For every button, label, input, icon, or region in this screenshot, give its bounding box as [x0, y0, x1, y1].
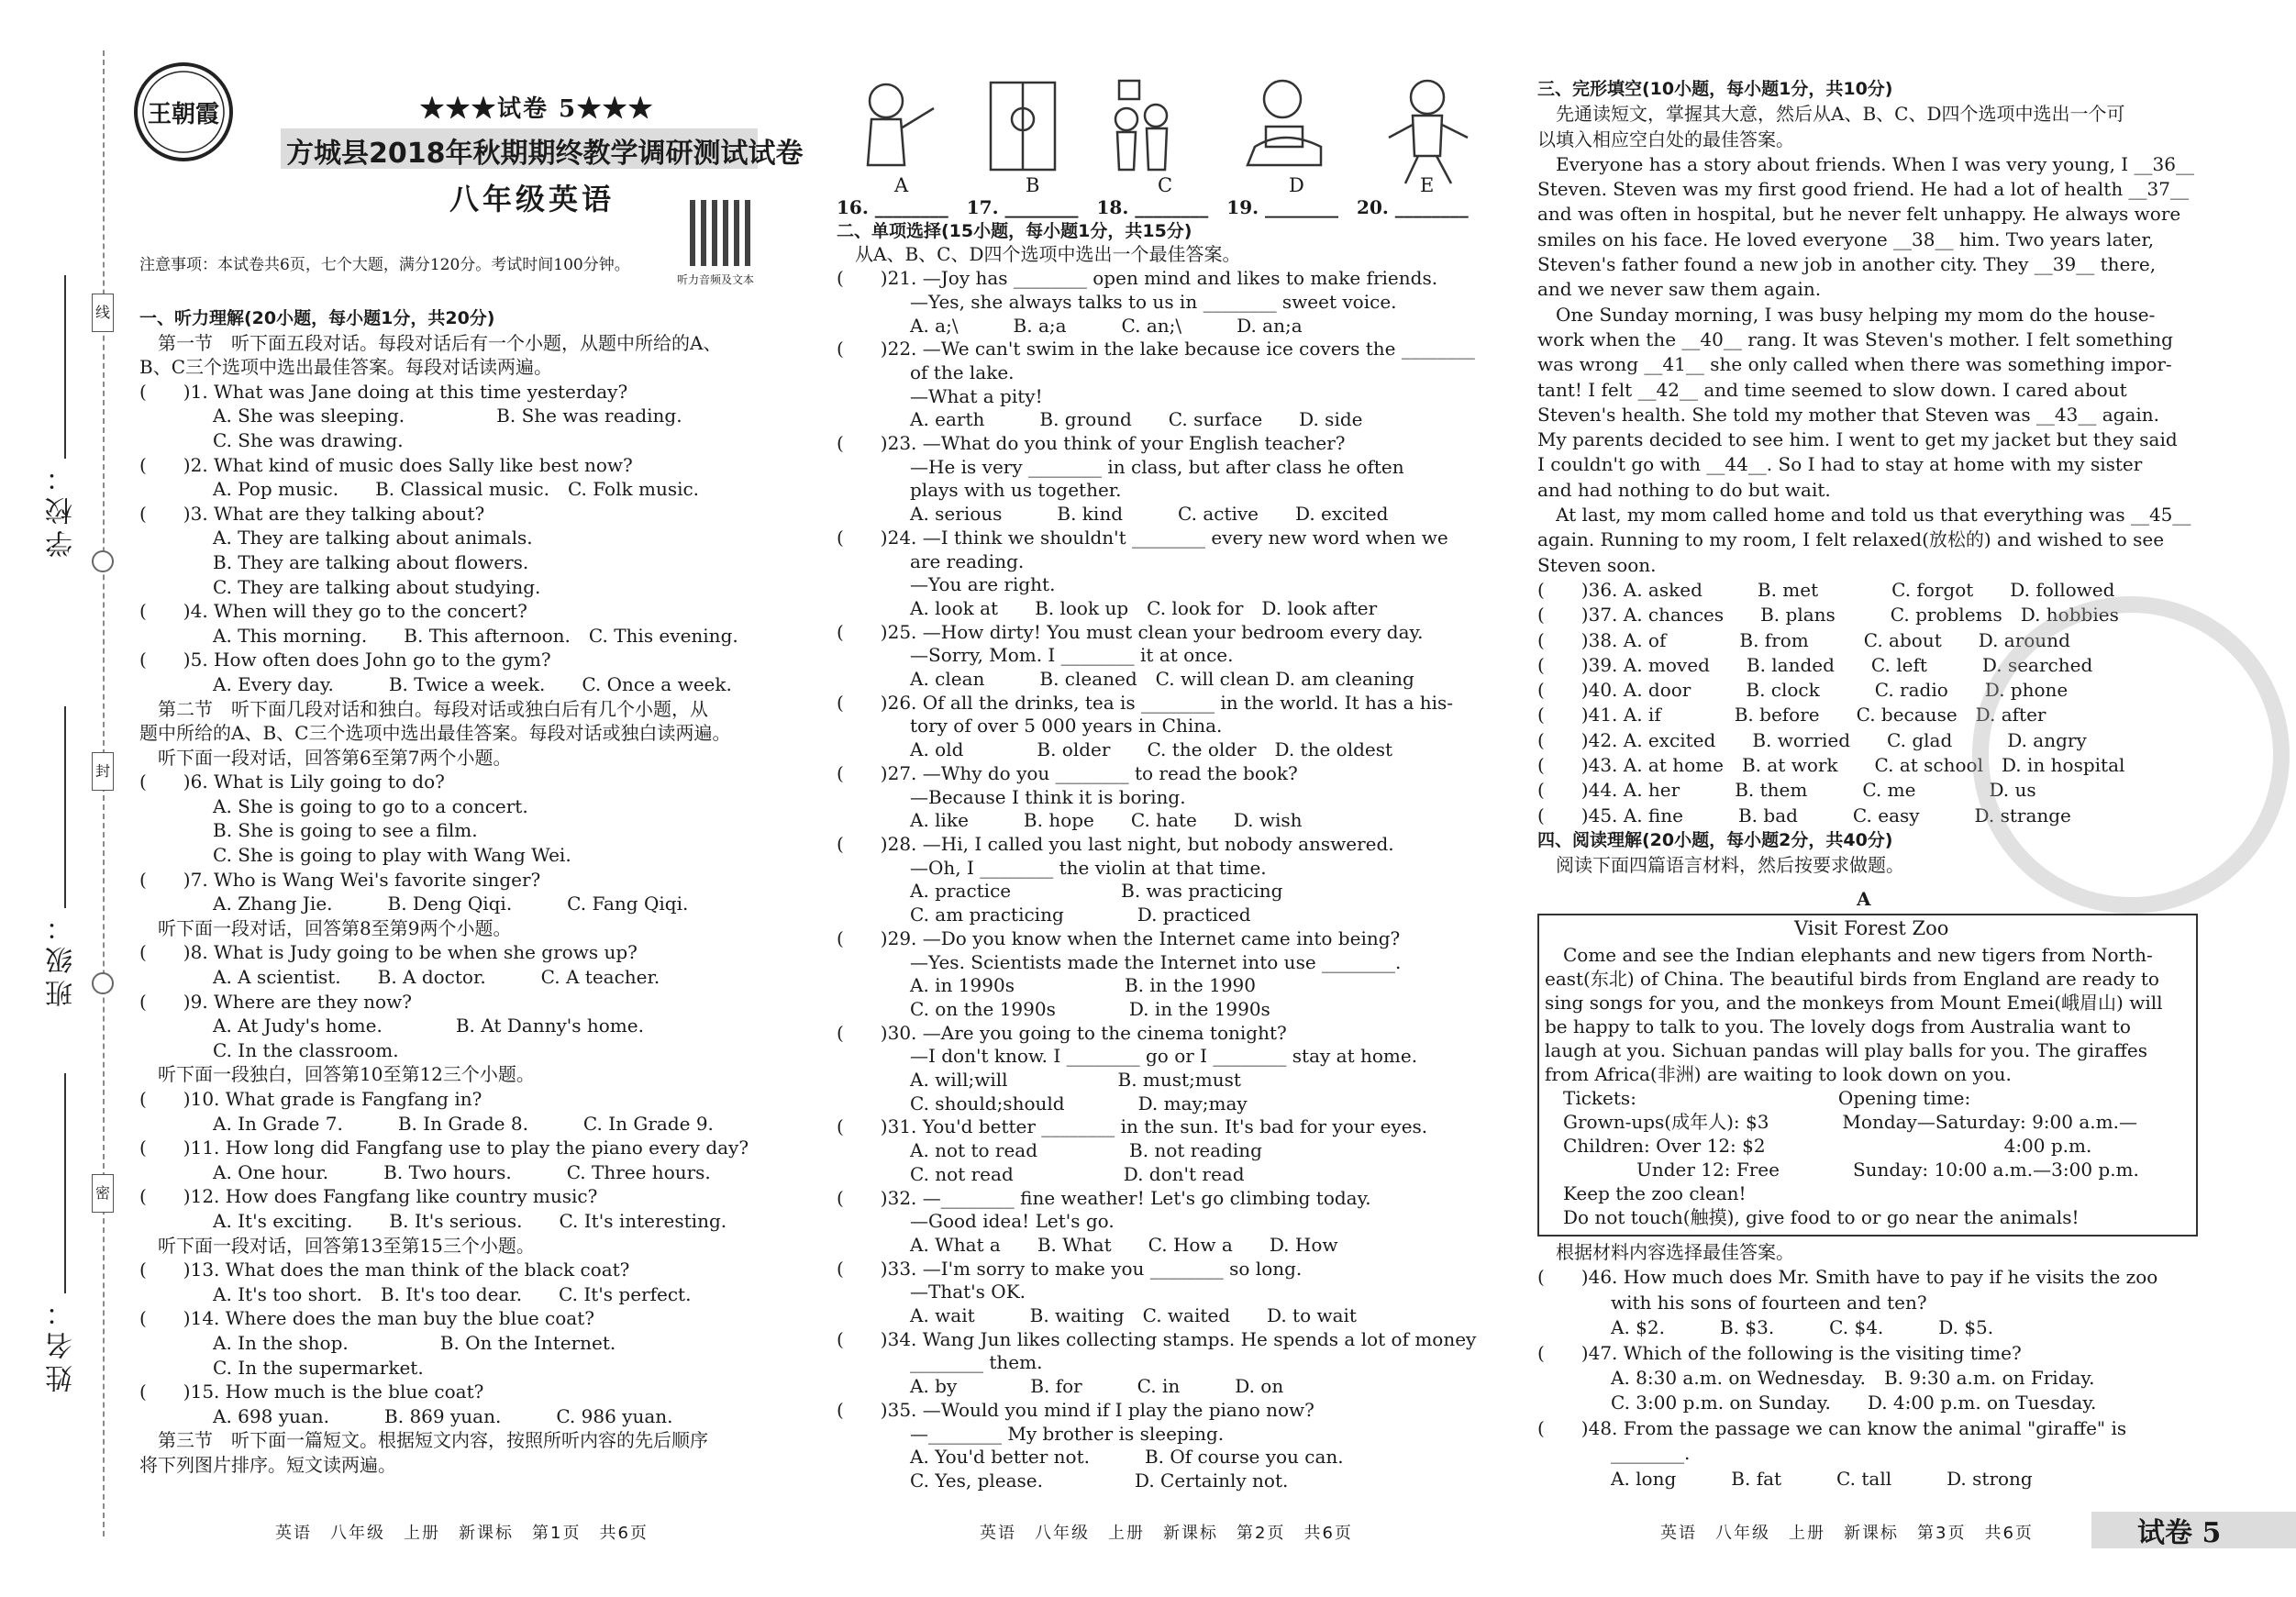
text-line: Tickets: Opening time:	[1545, 1087, 1971, 1109]
text-line: Come and see the Indian elephants and new tigers from North-	[1545, 944, 2153, 966]
column-2	[837, 196, 1497, 1493]
text-line: 第一节 听下面五段对话。每段对话后有一个小题，从题中所给的A、	[139, 331, 722, 354]
text-line[interactable]: ( )30. —Are you going to the cinema tonight?	[837, 1021, 1287, 1044]
seal-mark: 封	[92, 752, 114, 791]
section-heading: 四、阅读理解(20小题，每小题2分，共40分)	[1537, 829, 1893, 850]
text-line: A. Every day. B. Twice a week. C. Once a week.	[139, 672, 732, 695]
passage-a-body	[1545, 943, 2187, 1229]
text-line: and we never saw them again.	[1537, 278, 1822, 301]
text-line[interactable]: ( )35. —Would you mind if I play the piano now?	[837, 1398, 1314, 1421]
text-line[interactable]: ( )23. —What do you think of your English teacher?	[837, 432, 1346, 455]
text-line: —Good idea! Let's go.	[837, 1210, 1115, 1233]
text-line[interactable]: ( )21. —Joy has ________ open mind and likes to make friends.	[837, 267, 1438, 290]
text-line[interactable]: ( )25. —How dirty! You must clean your bedroom every day.	[837, 620, 1424, 643]
text-line[interactable]: ( )46. How much does Mr. Smith have to pay if he visits the zoo	[1537, 1266, 2158, 1289]
cut-line	[103, 50, 105, 1536]
text-line: A. They are talking about animals.	[139, 527, 533, 549]
text-line[interactable]: ( )2. What kind of music does Sally like best now?	[139, 453, 633, 476]
text-line: A. practice B. was practicing	[837, 880, 1283, 903]
text-line: A. One hour. B. Two hours. C. Three hours.	[139, 1160, 711, 1183]
text-line: Steven soon.	[1537, 553, 1657, 576]
text-line[interactable]: ( )36. A. asked B. met C. forgot D. followed	[1537, 578, 2115, 601]
text-line[interactable]: ( )32. —________ fine weather! Let's go climbing today.	[837, 1186, 1371, 1209]
page-footer: 英语 八年级 上册 新课标 第1页 共6页	[275, 1524, 649, 1543]
notice: 注意事项：本试卷共6页，七个大题，满分120分。考试时间100分钟。	[139, 256, 630, 274]
text-line: —Yes, she always talks to us in ________ sweet voice.	[837, 290, 1397, 313]
picture-label: B	[1026, 174, 1040, 196]
text-line: B、C三个选项中选出最佳答案。每段对话读两遍。	[139, 356, 552, 379]
text-line: 16. ________ 17. ________ 18. ________ 19. ________ 20. ________	[837, 196, 1469, 218]
text-line[interactable]: ( )39. A. moved B. landed C. left D. searched	[1537, 653, 2093, 676]
picture-label: D	[1289, 174, 1304, 196]
text-line[interactable]: ( )9. Where are they now?	[139, 990, 412, 1013]
text-line: again. Running to my room, I felt relaxed(放松的) and wished to see	[1537, 528, 2165, 551]
text-line: and was often in hospital, but he never felt unhappy. He always wore	[1537, 203, 2181, 226]
qr-code[interactable]	[690, 200, 756, 266]
school-label: 学校：	[46, 459, 78, 558]
text-line: C. They are talking about studying.	[139, 575, 541, 598]
text-line[interactable]: ( )44. A. her B. them C. me D. us	[1537, 779, 2036, 802]
text-line: A. a;\ B. a;a C. an;\ D. an;a	[837, 314, 1303, 337]
text-line[interactable]: ( )10. What grade is Fangfang in?	[139, 1088, 482, 1110]
text-line: A. It's exciting. B. It's serious. C. It's interesting.	[139, 1209, 727, 1232]
text-line[interactable]: ( )6. What is Lily going to do?	[139, 771, 445, 793]
picture-label: A	[894, 174, 909, 196]
text-line: C. 3:00 p.m. on Sunday. D. 4:00 p.m. on Tuesday.	[1537, 1392, 2097, 1414]
text-line: sing songs for you, and the monkeys from Mount Emei(峨眉山) will	[1545, 992, 2163, 1014]
text-line[interactable]: ( )33. —I'm sorry to make you ________ so long.	[837, 1257, 1303, 1280]
text-line: tory of over 5 000 years in China.	[837, 715, 1223, 738]
text-line: be happy to talk to you. The lovely dogs from Australia want to	[1545, 1015, 2131, 1037]
text-line: —What a pity!	[837, 384, 1043, 407]
text-line: C. on the 1990s D. in the 1990s	[837, 997, 1270, 1020]
page-footer: 英语 八年级 上册 新课标 第3页 共6页	[1660, 1524, 2034, 1543]
text-line[interactable]: ( )34. Wang Jun likes collecting stamps. He spends a lot of money	[837, 1327, 1477, 1350]
text-line: work when the __40__ rang. It was Steven's mother. I felt something	[1537, 327, 2173, 350]
section-heading: 二、单项选择(15小题，每小题1分，共15分)	[837, 220, 1192, 241]
text-line: 听下面一段独白，回答第10至第12三个小题。	[139, 1063, 535, 1086]
text-line: C. Yes, please. D. Certainly not.	[837, 1469, 1289, 1492]
text-line[interactable]: ( )26. Of all the drinks, tea is ________ in the world. It has a his-	[837, 691, 1454, 714]
corner-tag: 试卷 5	[2137, 1517, 2222, 1549]
text-line: —Yes. Scientists made the Internet into use ________.	[837, 950, 1402, 973]
text-line: A. 698 yuan. B. 869 yuan. C. 986 yuan.	[139, 1404, 673, 1427]
text-line: A. In the shop. B. On the Internet.	[139, 1331, 616, 1354]
text-line[interactable]: ( )14. Where does the man buy the blue coat?	[139, 1307, 594, 1330]
text-line: A. 8:30 a.m. on Wednesday. B. 9:30 a.m. on Friday.	[1537, 1367, 2095, 1390]
text-line[interactable]: ( )3. What are they talking about?	[139, 502, 485, 525]
text-line: was wrong __41__ she only called when there was something impor-	[1537, 353, 2172, 376]
text-line: —Because I think it is boring.	[837, 785, 1186, 808]
text-line: 第三节 听下面一篇短文。根据短文内容，按照所听内容的先后顺序	[139, 1429, 708, 1452]
text-line: 先通读短文，掌握其大意，然后从A、B、C、D四个选项中选出一个可	[1537, 103, 2125, 126]
picture-illustrations	[844, 73, 1504, 197]
text-line: 题中所给的A、B、C三个选项中选出最佳答案。每段对话或独白读两遍。	[139, 722, 731, 745]
text-line: My parents decided to see him. I went to get my jacket but they said	[1537, 428, 2178, 451]
text-line: —________ My brother is sleeping.	[837, 1422, 1225, 1445]
picture-row	[844, 73, 1504, 197]
seal-mark: 密	[92, 1174, 114, 1213]
text-line: A. in 1990s B. in the 1990	[837, 974, 1257, 997]
text-line: east(东北) of China. The beautiful birds from England are ready to	[1545, 968, 2159, 990]
text-line[interactable]: ( )42. A. excited B. worried C. glad D. angry	[1537, 728, 2087, 751]
text-line[interactable]: ( )12. How does Fangfang like country music?	[139, 1185, 598, 1208]
seal-mark: 线	[92, 294, 114, 332]
binding-hole	[92, 972, 114, 994]
text-line: 从A、B、C、D四个选项中选出一个最佳答案。	[837, 243, 1241, 266]
text-line[interactable]: ( )47. Which of the following is the visiting time?	[1537, 1341, 2022, 1364]
text-line: A. look at B. look up C. look for D. look after	[837, 596, 1378, 619]
passage-a-label: A	[1857, 888, 1871, 910]
passage-a-title: Visit Forest Zoo	[1794, 917, 1949, 939]
text-line: A. not to read B. not reading	[837, 1139, 1262, 1162]
text-line: —He is very ________ in class, but after class he often	[837, 455, 1404, 478]
text-line: At last, my mom called home and told us that everything was __45__	[1537, 504, 2191, 527]
column-3-bottom	[1537, 1240, 2198, 1492]
text-line[interactable]: ( )1. What was Jane doing at this time yesterday?	[139, 380, 628, 403]
text-line: C. In the supermarket.	[139, 1356, 424, 1379]
text-line: C. am practicing D. practiced	[837, 904, 1251, 926]
text-line: Do not touch(触摸), give food to or go near the animals!	[1545, 1206, 2080, 1228]
text-line: C. should;should D. may;may	[837, 1092, 1248, 1115]
text-line: are reading.	[837, 549, 1025, 572]
text-line: A. She is going to go to a concert.	[139, 794, 528, 817]
text-line: C. She was drawing.	[139, 428, 404, 451]
picture-label: E	[1420, 174, 1435, 196]
text-line: Steven's father found a new job in another city. They __39__ there,	[1537, 253, 2157, 276]
text-line: A. $2. B. $3. C. $4. D. $5.	[1537, 1316, 1994, 1339]
text-line[interactable]: ( )8. What is Judy going to be when she grows up?	[139, 941, 638, 964]
text-line: A. wait B. waiting C. waited D. to wait	[837, 1304, 1357, 1327]
text-line: and had nothing to do but wait.	[1537, 478, 1831, 501]
text-line[interactable]: ( )11. How long did Fangfang use to play the piano every day?	[139, 1137, 749, 1159]
text-line: A. by B. for C. in D. on	[837, 1375, 1284, 1398]
school-field-line[interactable]	[64, 275, 66, 459]
text-line: A. like B. hope C. hate D. wish	[837, 809, 1303, 832]
exam-title: 方城县2018年秋期期终教学调研测试试卷	[286, 138, 804, 170]
text-line: A. This morning. B. This afternoon. C. This evening.	[139, 624, 738, 647]
text-line: 听下面一段对话，回答第13至第15三个小题。	[139, 1234, 535, 1257]
text-line: A. It's too short. B. It's too dear. C. It's perfect.	[139, 1282, 692, 1305]
text-line: Steven's health. She told my mother that Steven was __43__ again.	[1537, 403, 2160, 426]
text-line: A. At Judy's home. B. At Danny's home.	[139, 1015, 644, 1037]
name-field-line[interactable]	[64, 1073, 66, 1293]
text-line: C. not read D. don't read	[837, 1162, 1245, 1185]
name-label: 姓名：	[46, 1293, 78, 1392]
column-1	[139, 306, 800, 1478]
logo-text: 王朝霞	[147, 101, 219, 128]
text-line[interactable]: ( )48. From the passage we can know the animal "giraffe" is	[1537, 1416, 2127, 1439]
logo	[128, 57, 238, 167]
text-line: Steven. Steven was my first good friend. He had a lot of health __37__	[1537, 178, 2190, 201]
text-line: A. Pop music. B. Classical music. C. Folk music.	[139, 478, 700, 501]
text-line[interactable]: ( )5. How often does John go to the gym?	[139, 649, 551, 671]
class-label: 班级：	[46, 908, 78, 1007]
section-heading: 三、完形填空(10小题，每小题1分，共10分)	[1537, 79, 1893, 99]
paper-tag: ★★★试卷 5★★★	[420, 95, 655, 123]
page-footer: 英语 八年级 上册 新课标 第2页 共6页	[980, 1524, 1353, 1543]
text-line[interactable]: ( )4. When will they go to the concert?	[139, 600, 527, 623]
text-line: 将下列图片排序。短文读两遍。	[139, 1453, 396, 1476]
section-heading: 一、听力理解(20小题，每小题1分，共20分)	[139, 308, 495, 328]
text-line: A. old B. older C. the older D. the oldest	[837, 738, 1393, 761]
text-line: C. In the classroom.	[139, 1038, 399, 1061]
text-line: 阅读下面四篇语言材料，然后按要求做题。	[1537, 854, 1904, 877]
text-line[interactable]: ( )15. How much is the blue coat?	[139, 1381, 484, 1403]
text-line[interactable]: ( )45. A. fine B. bad C. easy D. strange	[1537, 804, 2071, 826]
qr-caption: 听力音频及文本	[677, 273, 755, 286]
text-line: A. She was sleeping. B. She was reading.	[139, 405, 682, 427]
text-line[interactable]: ( )7. Who is Wang Wei's favorite singer?	[139, 868, 541, 891]
text-line: plays with us together.	[837, 479, 1122, 502]
text-line[interactable]: ( )37. A. chances B. plans C. problems D. hobbies	[1537, 604, 2119, 627]
text-line[interactable]: ( )29. —Do you know when the Internet came into being?	[837, 926, 1401, 949]
binding-margin	[0, 0, 128, 1597]
text-line[interactable]: ( )28. —Hi, I called you last night, but nobody answered.	[837, 832, 1394, 855]
text-line: A. In Grade 7. B. In Grade 8. C. In Grade 9.	[139, 1112, 714, 1135]
text-line: B. They are talking about flowers.	[139, 550, 529, 573]
text-line[interactable]: ( )38. A. of B. from C. about D. around	[1537, 628, 2070, 651]
text-line: tant! I felt __42__ and time seemed to slow down. I cared about	[1537, 378, 2127, 401]
picture-label: C	[1158, 174, 1173, 196]
text-line[interactable]: ( )27. —Why do you ________ to read the book?	[837, 761, 1298, 784]
text-line: A. You'd better not. B. Of course you can.	[837, 1446, 1344, 1469]
text-line: A. What a B. What C. How a D. How	[837, 1233, 1338, 1256]
text-line: A. long B. fat C. tall D. strong	[1537, 1467, 2033, 1490]
class-field-line[interactable]	[64, 706, 66, 908]
text-line: —Sorry, Mom. I ________ it at once.	[837, 644, 1234, 667]
text-line[interactable]: ( )22. —We can't swim in the lake because ice covers the ________	[837, 338, 1475, 360]
text-line: A. serious B. kind C. active D. excited	[837, 503, 1389, 526]
text-line: from Africa(非洲) are waiting to look down on you.	[1545, 1063, 2012, 1085]
binding-hole	[92, 550, 114, 572]
text-line: Under 12: Free Sunday: 10:00 a.m.—3:00 p.m.	[1545, 1159, 2139, 1181]
text-line: with his sons of fourteen and ten?	[1537, 1291, 1927, 1314]
text-line: ________.	[1537, 1442, 1691, 1465]
text-line[interactable]: ( )41. A. if B. before C. because D. after	[1537, 704, 2046, 726]
text-line: smiles on his face. He loved everyone __38__ him. Two years later,	[1537, 227, 2155, 250]
text-line: —That's OK.	[837, 1281, 1026, 1303]
text-line[interactable]: ( )31. You'd better ________ in the sun. It's bad for your eyes.	[837, 1115, 1428, 1138]
text-line: C. She is going to play with Wang Wei.	[139, 844, 571, 867]
text-line: Everyone has a story about friends. When I was very young, I __36__	[1537, 152, 2194, 175]
text-line: A. clean B. cleaned C. will clean D. am cleaning	[837, 668, 1414, 691]
text-line: ________ them.	[837, 1351, 1043, 1374]
text-line: A. earth B. ground C. surface D. side	[837, 408, 1363, 431]
text-line: A. Zhang Jie. B. Deng Qiqi. C. Fang Qiqi.	[139, 893, 689, 915]
text-line: —You are right.	[837, 573, 1056, 596]
text-line[interactable]: ( )13. What does the man think of the black coat?	[139, 1259, 630, 1281]
text-line: 听下面一段对话，回答第8至第9两个小题。	[139, 916, 512, 939]
text-line: of the lake.	[837, 360, 1015, 383]
text-line: B. She is going to see a film.	[139, 819, 478, 842]
watermark-seal	[1972, 596, 2290, 914]
text-line: One Sunday morning, I was busy helping my mom do the house-	[1537, 303, 2156, 326]
text-line: —Oh, I ________ the violin at that time.	[837, 856, 1267, 879]
text-line: Keep the zoo clean!	[1545, 1182, 1747, 1204]
text-line[interactable]: ( )43. A. at home B. at work C. at school D. in hospital	[1537, 754, 2125, 777]
text-line: 以填入相应空白处的最佳答案。	[1537, 128, 1794, 150]
text-line: 第二节 听下面几段对话和独白。每段对话或独白后有几个小题，从	[139, 697, 708, 720]
text-line[interactable]: ( )24. —I think we shouldn't ________ every new word when we	[837, 526, 1448, 549]
text-line: I couldn't go with __44__. So I had to stay at home with my sister	[1537, 453, 2143, 476]
text-line: Grown-ups(成年人): $3 Monday—Saturday: 9:00 a.m.—	[1545, 1111, 2137, 1133]
text-line: —I don't know. I ________ go or I ________ stay at home.	[837, 1045, 1418, 1068]
text-line: A. will;will B. must;must	[837, 1069, 1241, 1092]
text-line[interactable]: ( )40. A. door B. clock C. radio D. phone	[1537, 679, 2069, 702]
text-line: 根据材料内容选择最佳答案。	[1537, 1241, 1794, 1263]
text-line: A. A scientist. B. A doctor. C. A teacher.	[139, 966, 660, 989]
text-line: Children: Over 12: $2 4:00 p.m.	[1545, 1135, 2092, 1157]
exam-subtitle: 八年级英语	[449, 182, 616, 216]
text-line: laugh at you. Sichuan pandas will play balls for you. The giraffes	[1545, 1039, 2147, 1061]
text-line: 听下面一段对话，回答第6至第7两个小题。	[139, 746, 512, 769]
